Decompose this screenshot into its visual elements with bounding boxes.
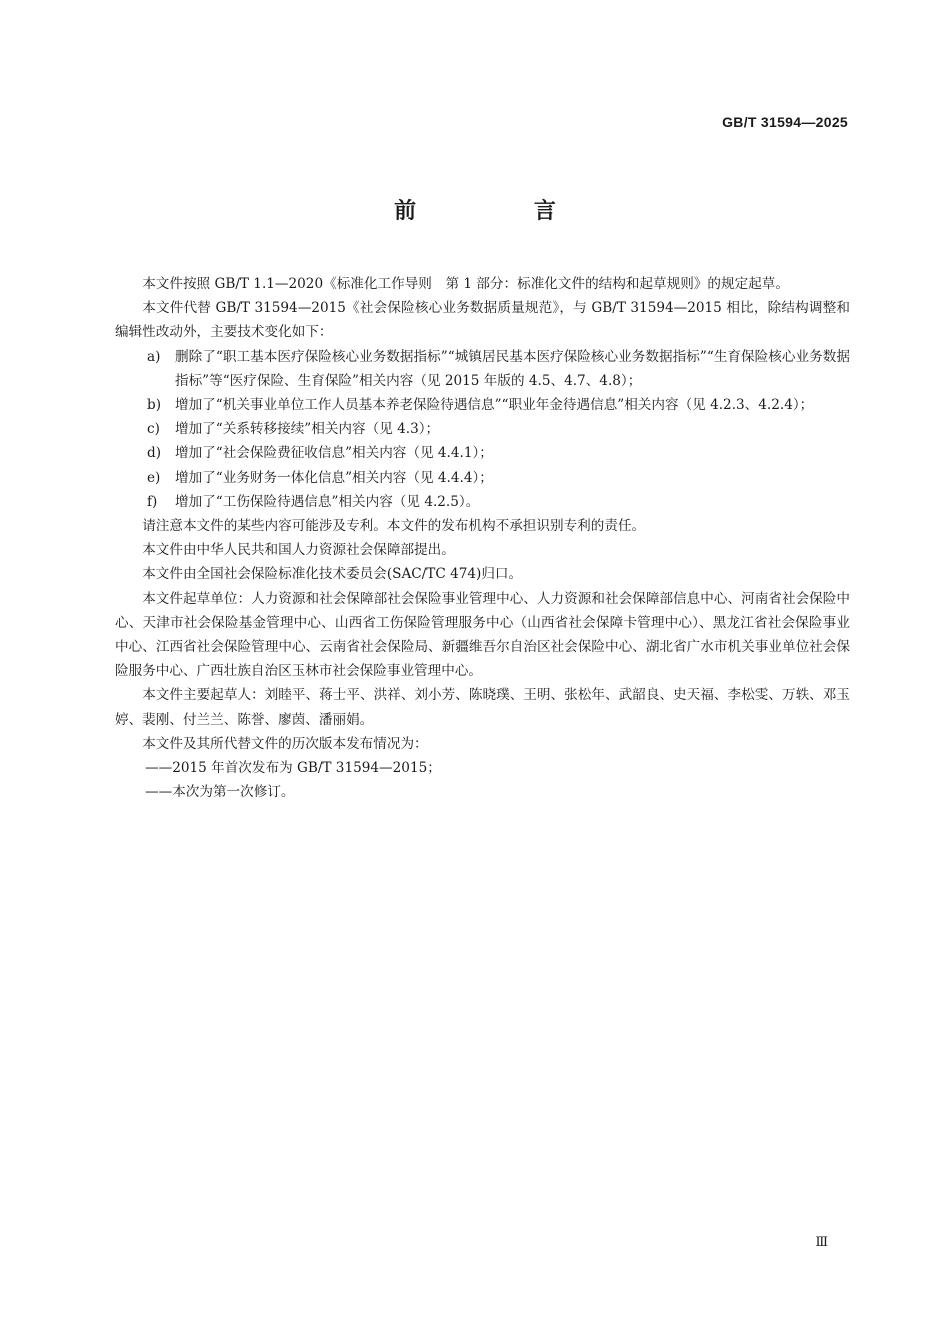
paragraph: 本文件主要起草人：刘睦平、蒋士平、洪祥、刘小芳、陈晓璞、王明、张松年、武韶良、史天福、李松雯、万轶、邓玉婷、裴刚、付兰兰、陈誉、廖茵、潘丽娟。 [115, 687, 850, 728]
list-item-text: 增加了“机关事业单位工作人员基本养老保险待遇信息”“职业年金待遇信息”相关内容（见 4.2.3、4.2.4）； [175, 397, 814, 414]
list-item-text: 增加了“业务财务一体化信息”相关内容（见 4.4.4）； [175, 469, 493, 486]
list-item [115, 441, 850, 465]
list-item-marker: b) [147, 397, 162, 414]
list-item [115, 490, 850, 514]
list-item-marker: a) [147, 348, 161, 365]
paragraph: 本文件按照 GB/T 1.1—2020《标准化工作导则 第 1 部分：标准化文件的结构和起草规则》的规定起草。 [142, 276, 789, 292]
list-item [115, 345, 850, 393]
list-item-marker: d) [147, 445, 162, 462]
paragraph: 本文件及其所代替文件的历次版本发布情况为： [142, 735, 428, 752]
page-number: Ⅲ [815, 1235, 828, 1250]
list-item-text: 增加了“关系转移接续”相关内容（见 4.3）； [175, 421, 440, 438]
list-item-text: 删除了“职工基本医疗保险核心业务数据指标”“城镇居民基本医疗保险核心业务数据指标”“生育保险核心业务数据指标”等“医疗保险、生育保险”相关内容（见 2015 年版的 4.5、4.7、4.8）； [175, 348, 850, 389]
list-item-marker: e) [147, 469, 161, 486]
paragraph: 本文件由中华人民共和国人力资源社会保障部提出。 [142, 542, 455, 559]
standard-code: GB/T 31594—2025 [722, 114, 848, 130]
list-item [115, 466, 850, 490]
list-item-marker: f) [147, 493, 158, 510]
page-title: 前 言 [394, 199, 594, 224]
paragraph: 本文件代替 GB/T 31594—2015《社会保险核心业务数据质量规范》，与 GB/T 31594—2015 相比，除结构调整和编辑性改动外，主要技术变化如下： [115, 300, 850, 341]
history-item: ——本次为第一次修订。 [145, 784, 295, 801]
history-item: ——2015 年首次发布为 GB/T 31594—2015； [145, 760, 441, 777]
list-item-marker: c) [147, 421, 160, 438]
foreword-body [115, 272, 850, 804]
list-item [115, 417, 850, 441]
paragraph: 请注意本文件的某些内容可能涉及专利。本文件的发布机构不承担识别专利的责任。 [142, 518, 646, 535]
list-item-text: 增加了“工伤保险待遇信息”相关内容（见 4.2.5）。 [175, 493, 480, 510]
list-item-text: 增加了“社会保险费征收信息”相关内容（见 4.4.1）； [175, 445, 493, 462]
paragraph: 本文件由全国社会保险标准化技术委员会(SAC/TC 474)归口。 [142, 566, 523, 583]
list-item [115, 393, 850, 417]
paragraph: 本文件起草单位：人力资源和社会保障部社会保险事业管理中心、人力资源和社会保障部信息中心、河南省社会保险中心、天津市社会保险基金管理中心、山西省工伤保险管理服务中心（山西省社会保障卡管理中心）、黑龙江省社会保险事业中心、江西省社会保险管理中心、云南省社会保险局、新疆维吾尔自治区社会保险中心、湖北省广水市机关事业单位社会保险服务中心、广西壮族自治区玉林市社会保险事业管理中心。 [115, 590, 850, 680]
